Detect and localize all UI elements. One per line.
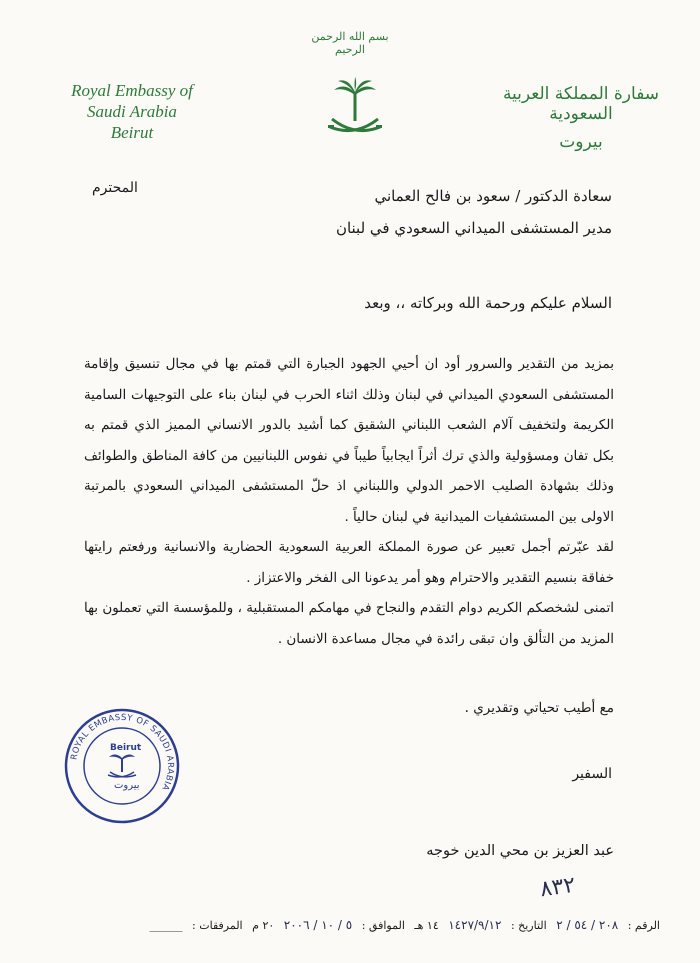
number-label: الرقم : (627, 919, 660, 932)
paragraph-2: لقد عبّرتم أجمل تعبير عن صورة المملكة العربية السعودية الحضارية والانسانية ورفعتم رايتها خفاقة بنسيم التقدير والاحترام وهو أمر يدعونا الى الفخر والاعتزاز . (84, 540, 614, 586)
paragraph-1: بمزيد من التقدير والسرور أود ان أحيي الجهود الجبارة التي قمتم بها في مجال تنسيق وإقامة المستشفى السعودي الميداني في لبنان وذلك اثناء الحرب في لبنان بناء على التوجيهات السامية الكريمة ولتخفيف آلام الشعب اللبناني الشقيق كما أشيد بالدور الانساني المميز الذي قمتم به بكل تفان ومسؤولية والذي ترك أثراً ايجابياً طيباً في نفوس اللبنانيين من كافة المناطق والطوائف وذلك بشهادة الصليب الاحمر الدولي واللبناني اذ حلّ المستشفى الميداني السعودي بالمرتبة الاولى بين المستشفيات الميدانية في لبنان حالياً . (84, 357, 614, 525)
embassy-name-english (52, 80, 212, 143)
embassy-name-line-1: Royal Embassy of (71, 81, 193, 100)
addressee-name: سعادة الدكتور / سعود بن فالح العماني (374, 187, 612, 205)
addressee-block (112, 180, 612, 244)
addressee-position: مدير المستشفى الميداني السعودي في لبنان (335, 219, 612, 237)
greeting: السلام عليكم ورحمة الله وبركاته ،، وبعد (364, 294, 612, 312)
closing: مع أطيب تحياتي وتقديري . (464, 700, 614, 716)
hijri-suffix: ١٤ هـ (414, 919, 439, 932)
paragraph-3: اتمنى لشخصكم الكريم دوام التقدم والنجاح في مهامكم المستقبلية ، وللمؤسسة التي تعملون بها المزيد من التألق وان تبقى رائدة في مجال مساعدة الانسان . (84, 601, 614, 647)
date-label: التاريخ : (510, 919, 547, 932)
honorific: المحترم (92, 180, 138, 196)
signer-title: السفير (572, 766, 612, 782)
reference-footer (40, 918, 660, 932)
gregorian-label: الموافق : (361, 919, 405, 932)
handwritten-margin-note: ٨٣٢ (538, 872, 578, 903)
embassy-name-arabic (496, 84, 666, 152)
embassy-name-line-2: Saudi Arabia (87, 102, 177, 121)
number-value: ٢٠٨ / ٥٤ / ٢ (556, 918, 619, 932)
svg-text:Beirut: Beirut (110, 743, 142, 753)
embassy-seal-stamp (62, 706, 182, 826)
attachments-blank: ______ (149, 919, 183, 932)
embassy-name-line-3: Beirut (110, 123, 154, 142)
palm-and-crossed-swords-icon (320, 75, 390, 145)
gregorian-date-value: ٥ / ١٠ / ٢٠٠٦ (283, 918, 353, 932)
embassy-title-arabic: سفارة المملكة العربية السعودية (502, 84, 660, 124)
svg-text:بيروت: بيروت (114, 780, 140, 791)
attachments-label: المرفقات : (192, 919, 243, 932)
signer-name: عبد العزيز بن محي الدين خوجه (426, 843, 614, 859)
svg-text:ROYAL EMBASSY OF SAUDI ARABIA: ROYAL EMBASSY OF SAUDI ARABIA (69, 712, 176, 793)
embassy-city-arabic: بيروت (559, 132, 603, 152)
letter-body (84, 350, 614, 655)
hijri-date-value: ١٤٢٧/٩/١٢ (448, 918, 502, 932)
gregorian-suffix: ٢٠ م (252, 919, 275, 932)
basmala: بسم الله الرحمن الرحيم (311, 30, 389, 56)
